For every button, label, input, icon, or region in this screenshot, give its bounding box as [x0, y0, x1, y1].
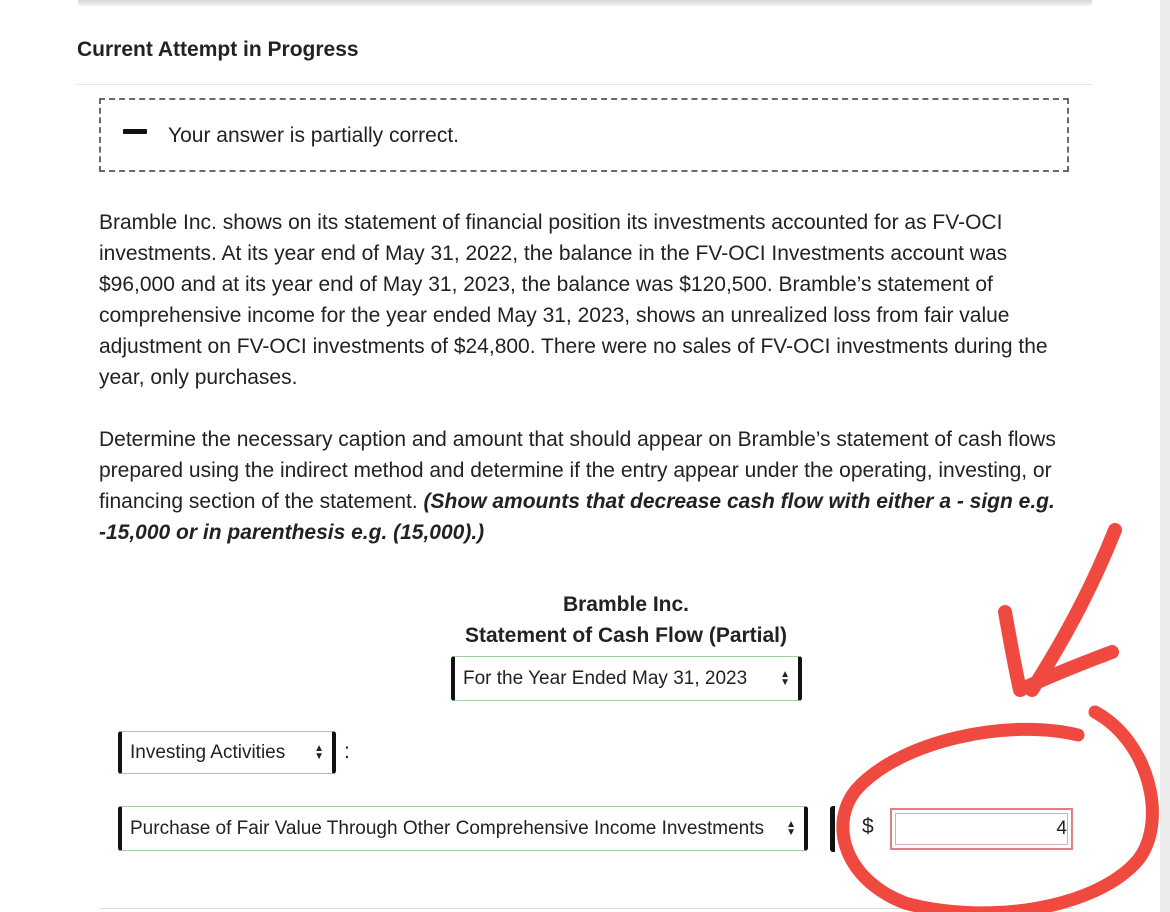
question-text	[99, 207, 1074, 393]
annotation-arrow-shaft	[1032, 530, 1115, 690]
section-title: Current Attempt in Progress	[77, 38, 359, 61]
instruction-emphasis: (Show amounts that decrease cash flow with either a - sign e.g. -15,000 or in parenthesis e.g. (15,000).)	[99, 490, 1055, 544]
feedback-box	[99, 98, 1069, 172]
amount-input-inner	[895, 813, 1068, 845]
top-divider	[78, 0, 1092, 6]
title-divider	[77, 84, 1093, 85]
feedback-text: Your answer is partially correct.	[168, 124, 460, 147]
amount-value: 4	[1056, 818, 1067, 839]
select-arrows-icon: ▲ ▼	[786, 818, 796, 838]
instruction-text	[99, 424, 1074, 548]
select-arrows-icon: ▲ ▼	[780, 668, 790, 688]
period-select[interactable]	[451, 656, 802, 701]
page-edge	[1160, 0, 1170, 912]
annotation-arrow-head	[1005, 612, 1112, 690]
minus-icon	[123, 129, 147, 134]
period-select-value: For the Year Ended May 31, 2023	[463, 667, 748, 689]
caption-select[interactable]	[118, 806, 808, 851]
caption-select-value: Purchase of Fair Value Through Other Comprehensive Income Investments	[130, 817, 764, 839]
colon-label: :	[344, 740, 350, 763]
select-arrows-icon: ▲ ▼	[314, 742, 324, 762]
statement-title: Statement of Cash Flow (Partial)	[464, 624, 788, 647]
question-paragraph: Bramble Inc. shows on its statement of financial position its investments accounted for as FV-OCI investments. At its year end of May 31, 2022, the balance in the FV-OCI Investments account was $96,000 and at its year end of May 31, 2023, the balance was $120,500. Bramble’s statement of comprehensive income for the year ended May 31, 2023, shows an unrealized loss from fair value adjustment on FV-OCI investments of $24,800. There were no sales of FV-OCI investments during the year, only purchases.	[99, 211, 1048, 389]
currency-symbol: $	[862, 815, 874, 838]
instruction-body: Determine the necessary caption and amount that should appear on Bramble’s statement of cash flows prepared using the indirect method and determine if the entry appear under the operating, investing, or financing section of the statement.	[99, 428, 1056, 513]
amount-input[interactable]	[890, 808, 1073, 850]
company-name: Bramble Inc.	[562, 593, 690, 616]
bottom-divider	[99, 908, 1074, 909]
section-select-value: Investing Activities	[130, 741, 286, 763]
section-select[interactable]	[118, 731, 336, 774]
